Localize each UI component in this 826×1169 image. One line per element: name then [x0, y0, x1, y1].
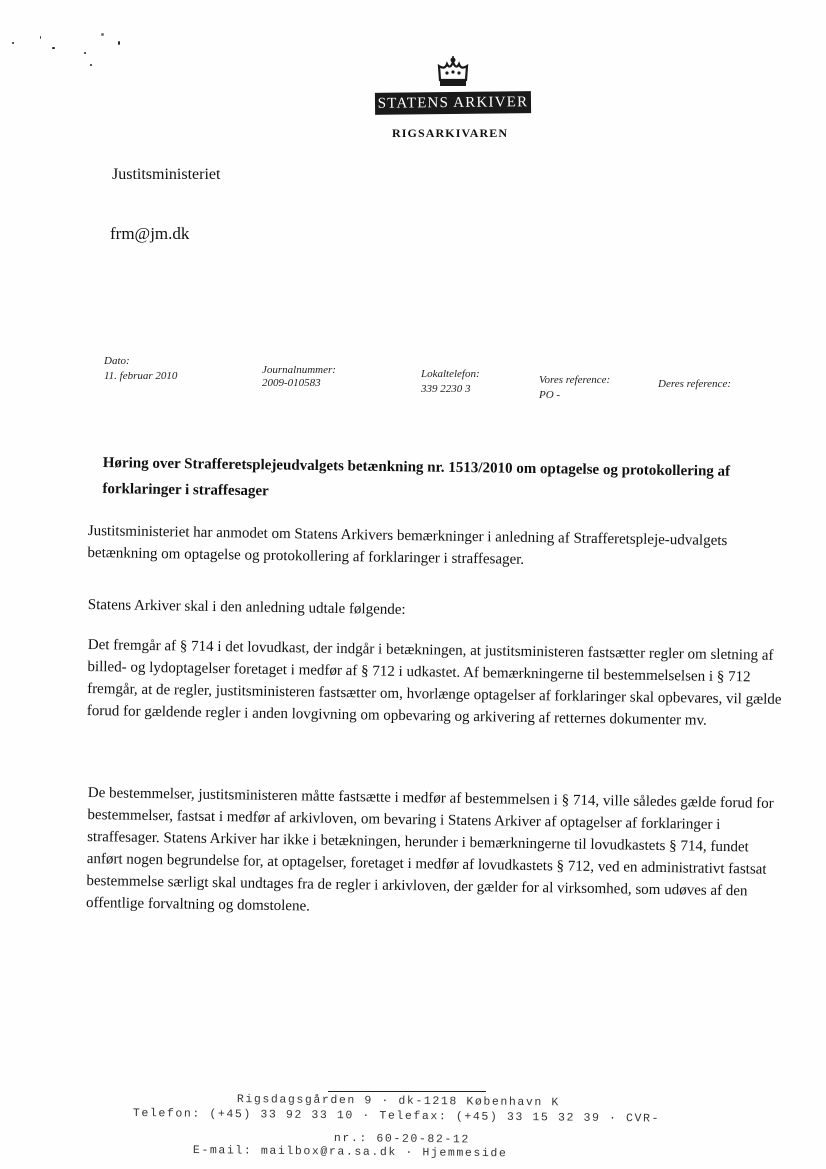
paragraph-3: Det fremgår af § 714 i det lovudkast, der indgår i betækningen, at justitsministeren fastsætter regler om sletning af billed- og lydoptagelser foretaget i medfør af § 712 i udkastet. Af bemærkningerne til bestemmelselsen i § 712 fremgår, at de regler, justitsministeren fastsætter om, hvorlænge optagelser af forklaringer skal opbevares, vil gælde forud for gældende regler i anden lovgivning om opbevaring og arkivering af retternes dokumenter mv. [86, 636, 782, 729]
footer-divider [328, 1091, 486, 1092]
journal-label: Journalnummer: [262, 364, 336, 376]
footer-email: E-mail: mailbox@ra.sa.dk · Hjemmeside [192, 1144, 508, 1161]
date-label: Dato: [104, 355, 130, 367]
paragraph-1: Justitsministeriet har anmodet om Statens Arkivers bemærkninger i anledning af Strafferetspleje-udvalgets betænkning om optagelse og protokollering af forklaringer i straffesager. [87, 522, 728, 568]
footer-phone: Telefon: (+45) 33 92 33 10 · Telefax: (+45) 33 15 32 39 · CVR- [132, 1107, 661, 1126]
footer-address: Rigsdagsgården 9 · dk-1218 København K [236, 1093, 561, 1110]
recipient-name: Justitsministeriet [112, 166, 221, 183]
letter-subject: Høring over Strafferetsplejeudvalgets betænkning nr. 1513/2010 om optagelse og protokollering af forklaringer i straffesager [102, 454, 731, 500]
date-value: 11. februar 2010 [104, 370, 178, 382]
brand-banner: STATENS ARKIVER [375, 91, 531, 115]
crown-icon [436, 56, 470, 90]
phone-label: Lokaltelefon: [421, 368, 480, 380]
journal-value: 2009-010583 [262, 377, 321, 389]
paragraph-4: De bestemmelser, justitsministeren måtte fastsætte i medfør af bestemmelsen i § 714, ville således gælde forud for bestemmelser, fastsat i medfør af arkivloven, om bevaring i Statens Arkiver af optagelser af forklaringer i straffesager. Statens Arkiver har ikke i betækningen, herunder i bemærkningerne til lovudkastets § 714, fundet anført nogen begrundelse for, at optagelser, foretaget i medfør af lovudkastets § 712, ved en administrativt fastsat bestemmelse særligt skal undtages fra de regler i arkivloven, der gælder for al virksomhed, som udøves af den offentlige forvaltning og domstolene. [85, 784, 774, 915]
recipient-email: frm@jm.dk [110, 224, 190, 243]
phone-value: 339 2230 3 [421, 383, 471, 395]
our-reference-value: PO - [539, 389, 561, 401]
paragraph-2: Statens Arkiver skal i den anledning udtale følgende: [87, 596, 406, 618]
footer-cvr: nr.: 60-20-82-12 [333, 1132, 471, 1147]
our-reference-label: Vores reference: [539, 374, 611, 386]
brand-subtitle: RIGSARKIVAREN [392, 126, 509, 140]
their-reference-label: Deres reference: [658, 378, 731, 390]
